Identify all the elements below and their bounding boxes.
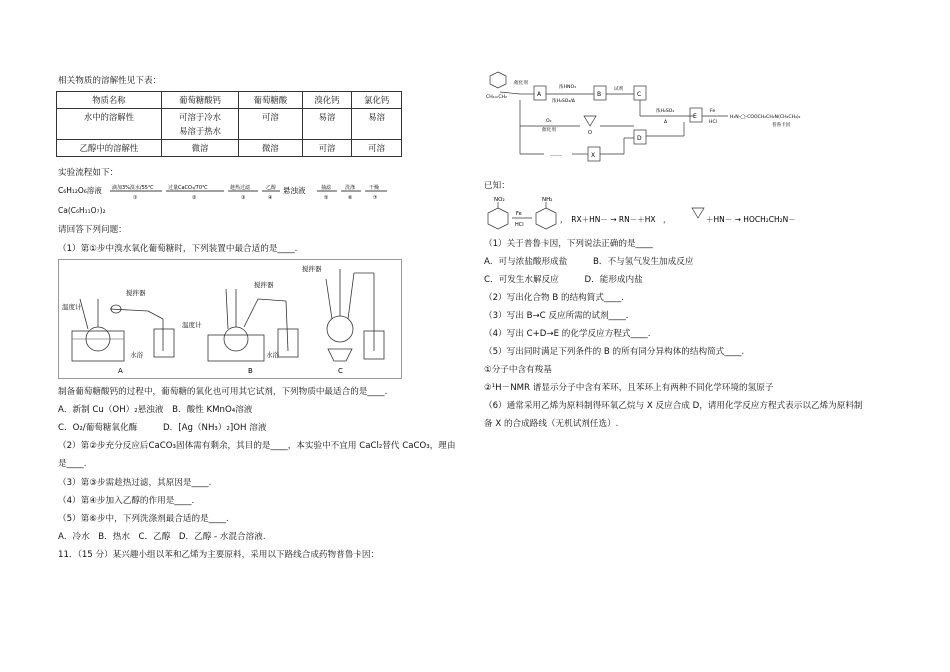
- known-reactions: [484, 194, 796, 236]
- label-a: A: [118, 367, 123, 375]
- flow-num: ①: [133, 195, 138, 201]
- node-e-label: E: [693, 113, 697, 120]
- table-cell: 微溶: [161, 140, 238, 157]
- epoxide-icon: [692, 208, 704, 218]
- flow-cond: 乙醇: [266, 185, 277, 191]
- question-11: 11．（15 分）某兴趣小组以苯和乙烯为主要原料，采用以下路线合成药物普鲁卡因：: [58, 550, 380, 560]
- question-3: （3）第③步需趁热过滤，其原因是____.: [58, 478, 212, 488]
- fe-label: Fe: [516, 211, 522, 217]
- reagent-hno3: 浓HNO₃: [559, 85, 576, 90]
- question-1b-options-1: A．新制 Cu（OH）₂悬浊液 B．酸性 KMnO₄溶液: [58, 405, 253, 415]
- flow-num: ⑥: [348, 195, 353, 201]
- r-question-2: （2）写出化合物 B 的结构简式____.: [484, 293, 624, 303]
- flow-start: C₆H₁₂O₆溶液: [58, 186, 102, 195]
- reagent-h2so4: 浓H₂SO₄/Δ: [552, 99, 575, 104]
- r-question-1-options-a: A．可与浓盐酸形成盐 B．不与氢气发生加成反应: [484, 257, 694, 267]
- condition-2: ②¹H－NMR 谱显示分子中含有苯环，且苯环上有两种不同化学环境的氢原子: [484, 383, 774, 393]
- flow-cond: 抽滤: [321, 185, 332, 191]
- nitrobenzene-icon: [488, 208, 508, 229]
- heat: Δ: [664, 120, 668, 125]
- flow-intermediate: 悬浊液: [283, 186, 306, 195]
- epoxide-icon: [584, 116, 596, 126]
- apparatus-diagram: [58, 259, 402, 379]
- procaine-structure: H₂N-◯-COOCH₂CH₂N(CH₂CH₃)₂: [730, 115, 801, 120]
- synthesis-scheme: [484, 70, 844, 160]
- table-header: 葡萄糖酸钙: [161, 92, 238, 109]
- condition-1: ①分子中含有羧基: [484, 365, 552, 375]
- table-header: 葡萄糖酸: [239, 92, 302, 109]
- reagent-hcl: HCl: [709, 120, 717, 125]
- label-water-bath: 水浴: [266, 351, 279, 359]
- question-1b-options-2: C．O₂/葡萄糖氧化酶 D．[Ag（NH₃）₂]OH 溶液: [58, 423, 267, 433]
- flow-title: 实验流程如下：: [58, 168, 119, 178]
- flow-product: Ca(C₆H₁₁O₇)₂: [58, 206, 106, 215]
- catalyst-2: 催化剂: [542, 128, 556, 133]
- label-b: B: [248, 367, 253, 375]
- label-stirrer: 搅拌器: [302, 265, 322, 273]
- reagent-o2: O₂: [546, 119, 552, 124]
- label-water-bath: 水浴: [130, 351, 143, 359]
- flow-cond: 过量CaCO₃/70℃: [168, 185, 208, 191]
- node-a-label: A: [537, 91, 542, 98]
- flow-num: ⑦: [373, 195, 378, 201]
- procaine-name: 普鲁卡因: [772, 123, 791, 128]
- table-cell: 可溶: [352, 140, 402, 157]
- node-d-label: D: [637, 135, 642, 142]
- row-label: 水中的溶解性: [57, 109, 162, 140]
- question-5: （5）第⑥步中，下列洗涤剂最合适的是____.: [58, 514, 229, 524]
- r-question-4: （4）写出 C+D→E 的化学反应方程式____.: [484, 329, 651, 339]
- node-c-label: C: [637, 91, 642, 98]
- hcl-label: HCl: [515, 222, 524, 228]
- flow-cond: 趁热过滤: [230, 185, 251, 191]
- node-x-label: X: [591, 152, 596, 159]
- nh2-label: NH₂: [542, 197, 553, 203]
- flow-cond: 洗涤: [345, 185, 356, 191]
- experiment-flow: [58, 182, 388, 204]
- table-row: [57, 140, 402, 157]
- table-cell: 微溶: [239, 140, 302, 157]
- solubility-table: [56, 91, 402, 157]
- label-stirrer: 搅拌器: [126, 289, 146, 297]
- dots: ……: [550, 151, 562, 158]
- flow-num: ②: [192, 195, 197, 201]
- reagent-fe: Fe: [710, 109, 716, 114]
- table-cell: 可溶: [239, 109, 302, 140]
- flow-num: ④: [268, 195, 273, 201]
- aniline-icon: [536, 208, 556, 229]
- flow-num: ⑤: [324, 195, 329, 201]
- node-b-label: B: [597, 91, 602, 98]
- table-cell: 易溶: [302, 109, 352, 140]
- question-5-options: A．冷水 B．热水 C．乙醇 D．乙醇 - 水混合溶液.: [58, 532, 266, 542]
- ethylene: CH₂=CH₂: [486, 95, 507, 100]
- flow-cond: 干燥: [369, 185, 380, 191]
- epoxide-oxygen: O: [588, 130, 592, 136]
- catalyst: 催化剂: [514, 81, 528, 86]
- reagent-conc-h2so4: 浓H₂SO₄: [656, 109, 675, 114]
- row-label: 乙醇中的溶解性: [57, 140, 162, 157]
- reaction-epoxide: ＋HN－ → HOCH₂CH₂N－: [706, 215, 796, 224]
- question-2b: 是____.: [58, 459, 87, 469]
- question-4: （4）第④步加入乙醇的作用是____.: [58, 496, 195, 506]
- reagent: 试剂: [614, 87, 624, 92]
- r-question-1: （1）关于普鲁卡因，下列说法正确的是____: [484, 239, 653, 249]
- table-row: [57, 109, 402, 140]
- table-header-row: [57, 92, 402, 109]
- table-cell: 可溶于冷水 易溶于热水: [161, 109, 238, 140]
- reaction-rx: ， RX＋HN－ → RN－＋HX ，: [560, 215, 671, 224]
- label-thermometer: 温度计: [62, 303, 82, 311]
- table-cell: 可溶: [302, 140, 352, 157]
- table-header: 物质名称: [57, 92, 162, 109]
- r-question-6b: 备 X 的合成路线（无机试剂任选）.: [484, 419, 619, 429]
- questions-intro: 请回答下列问题：: [58, 225, 127, 235]
- flow-num: ③: [241, 195, 246, 201]
- r-question-1-options-c: C．可发生水解反应 D．能形成内盐: [484, 275, 643, 285]
- question-1: （1）第①步中溴水氧化葡萄糖时，下列装置中最合适的是____.: [58, 244, 298, 254]
- benzene-icon: [490, 72, 506, 88]
- table-header: 氯化钙: [352, 92, 402, 109]
- r-question-6a: （6）通常采用乙烯为原料制得环氧乙烷与 X 反应合成 D，请用化学反应方程式表示以乙烯为原料制: [484, 401, 863, 411]
- r-question-5: （5）写出同时满足下列条件的 B 的所有同分异构体的结构简式____.: [484, 347, 745, 357]
- question-2a: （2）第②步充分反应后CaCO₃固体需有剩余，其目的是____，本实验中不宜用 CaCl₂替代 CaCO₃，理由: [58, 441, 456, 451]
- table-cell: 易溶: [352, 109, 402, 140]
- flow-cond: 滴加3%溴水/55℃: [112, 185, 154, 191]
- label-thermometer: 温度计: [182, 321, 202, 329]
- label-stirrer: 搅拌器: [254, 281, 274, 289]
- label-c: C: [338, 367, 343, 375]
- question-1b: 制备葡萄糖酸钙的过程中，葡萄糖的氧化也可用其它试剂，下列物质中最适合的是____.: [58, 387, 388, 397]
- no2-label: NO₂: [494, 197, 505, 203]
- intro-text: 相关物质的溶解性见下表：: [58, 76, 162, 86]
- known-label: 已知：: [484, 181, 510, 191]
- r-question-3: （3）写出 B→C 反应所需的试剂____.: [484, 311, 629, 321]
- table-header: 溴化钙: [302, 92, 352, 109]
